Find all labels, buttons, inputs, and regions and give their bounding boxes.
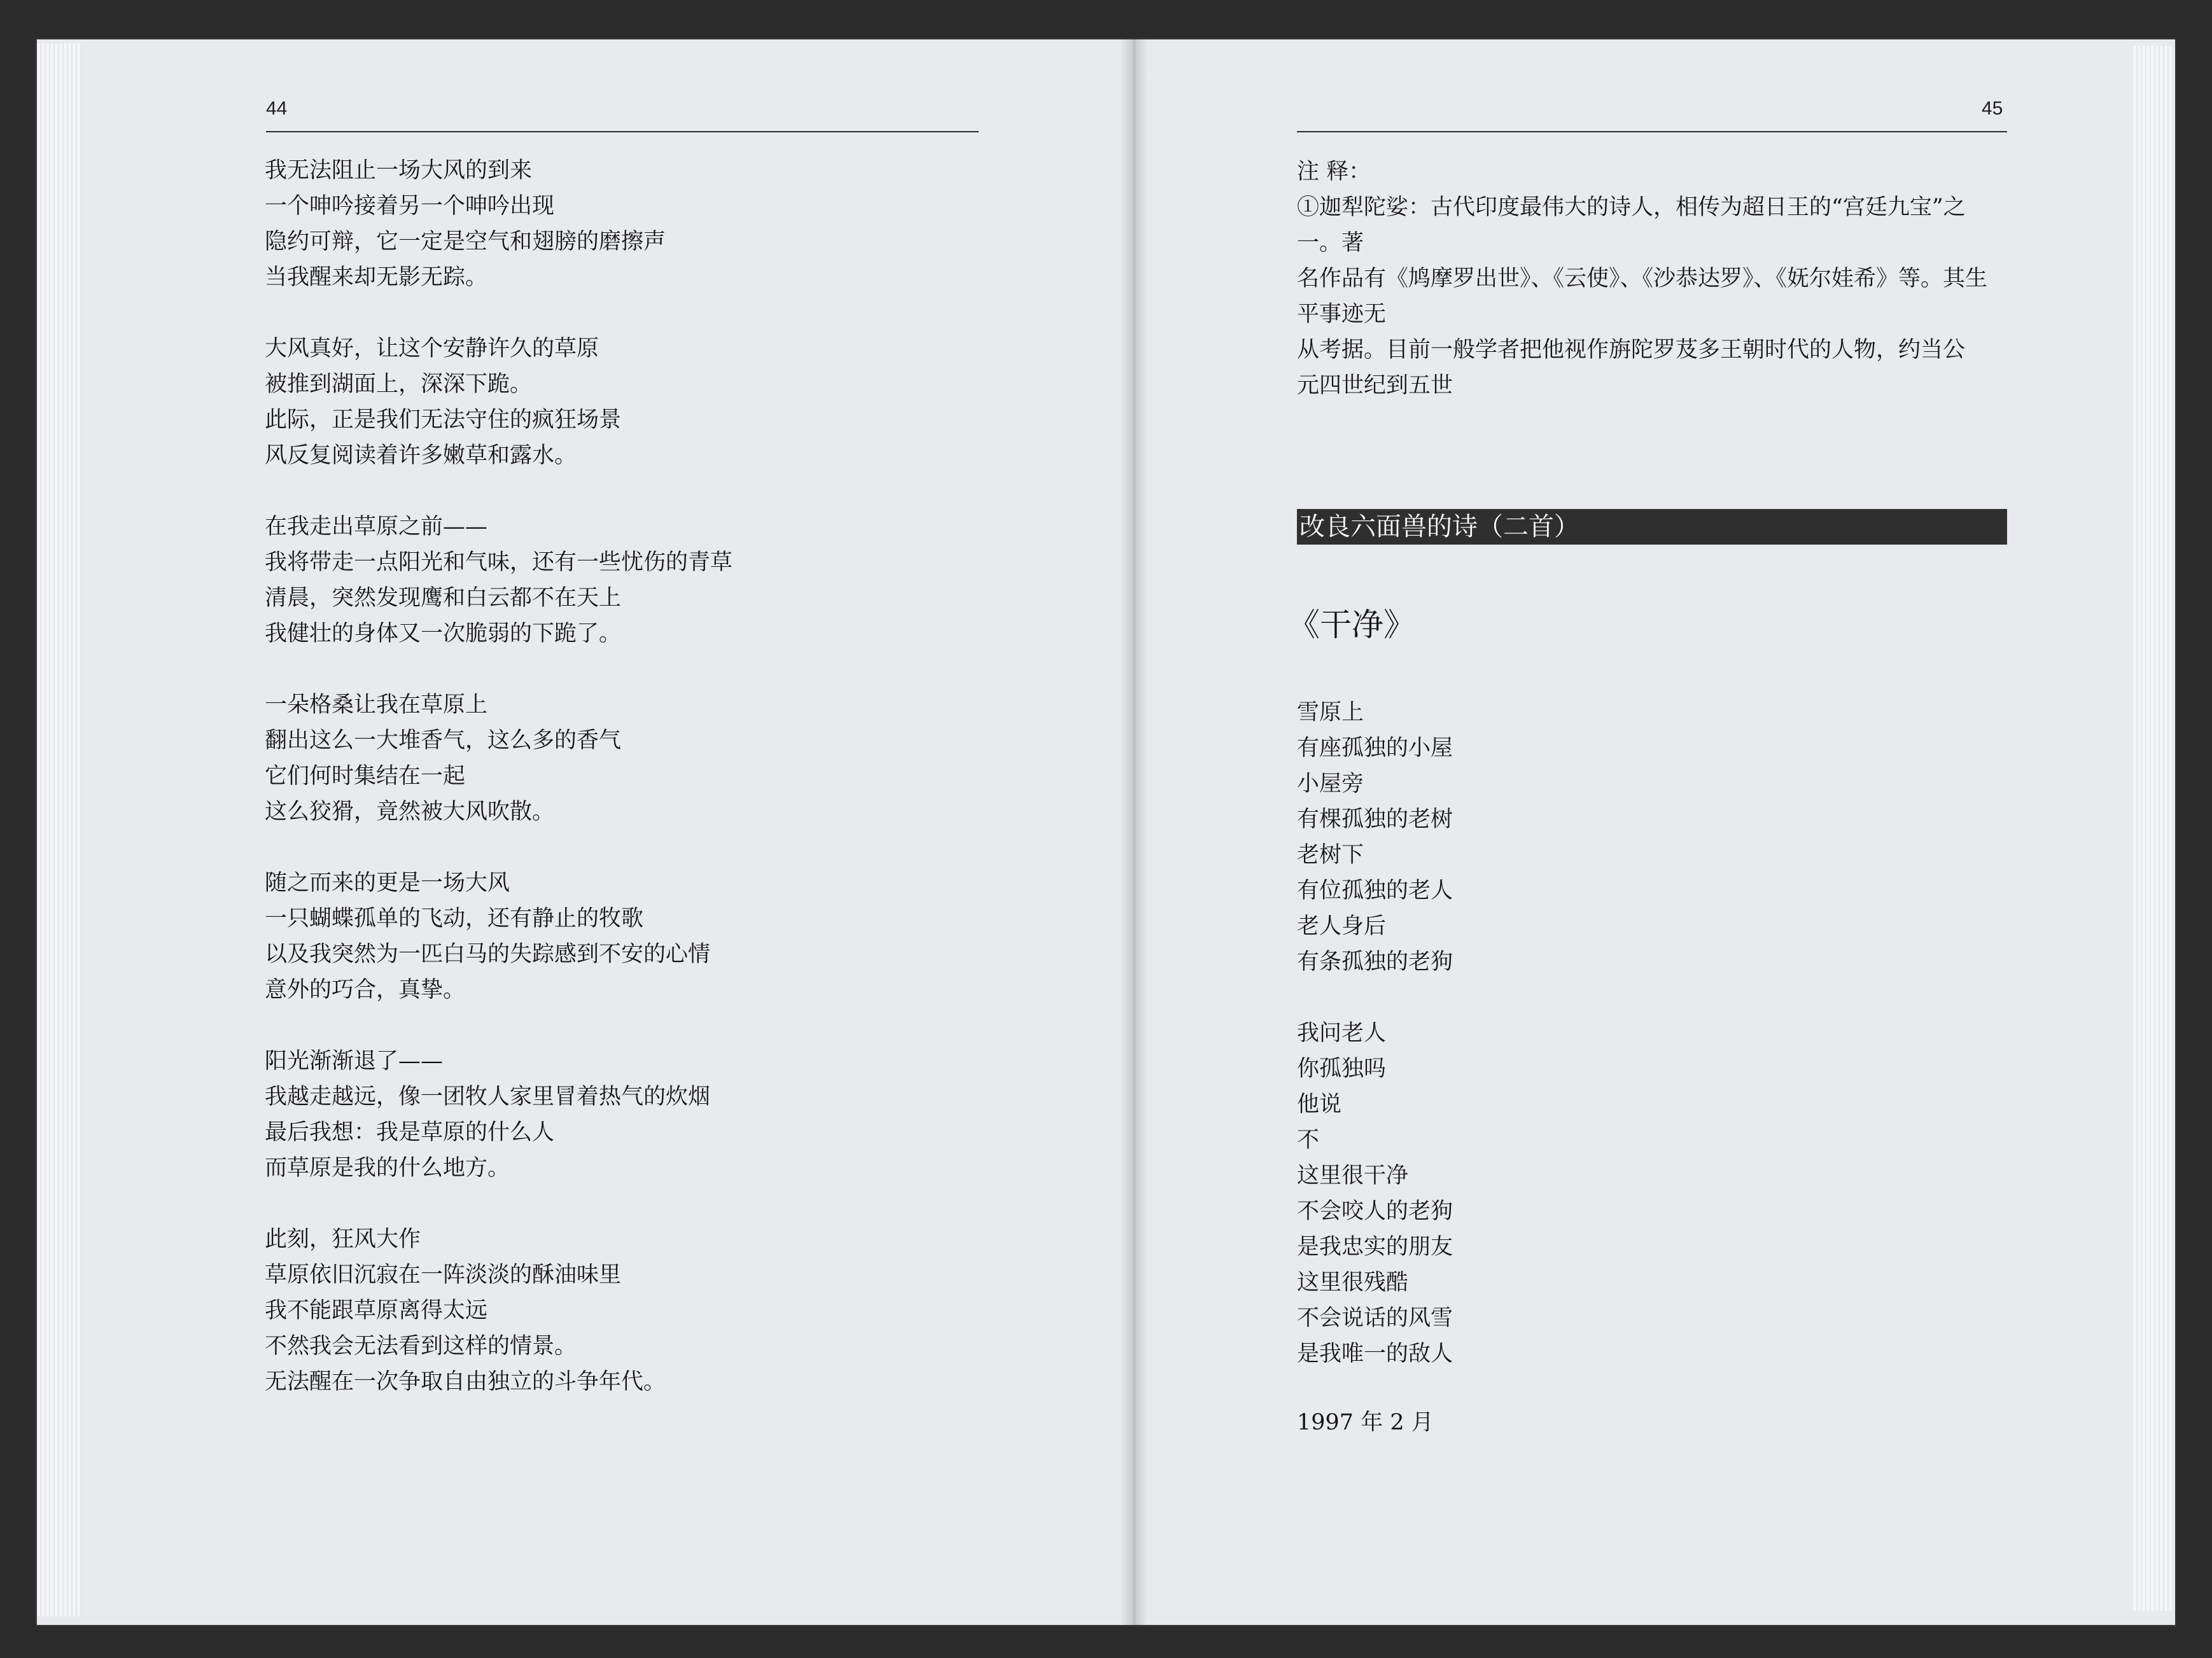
poem-line: 有棵孤独的老树 [1297,807,1453,832]
poem-line: 以及我突然为一匹白马的失踪感到不安的心情 [265,942,711,967]
poem-line: 一个呻吟接着另一个呻吟出现 [265,193,555,219]
stanza [265,1222,732,1400]
poem-line: 而草原是我的什么地方。 [265,1155,510,1181]
poem-line: 在我走出草原之前—— [265,514,488,540]
poem-line: 无法醒在一次争取自由独立的斗争年代。 [265,1369,666,1395]
poem-line: 不会咬人的老狗 [1297,1199,1453,1224]
poem-line: 我问老人 [1297,1021,1387,1046]
poem-line: 我健壮的身体又一次脆弱的下跪了。 [265,621,622,646]
poem-line: 一只蝴蝶孤单的飞动，还有静止的牧歌 [265,906,644,931]
stanza [1297,1015,1453,1372]
notes-heading: 注 释： [1297,159,1371,185]
note-line: ①迦犁陀娑：古代印度最伟大的诗人，相传为超日王的“宫廷九宝”之 [1297,195,1966,220]
note-line: 元四世纪到五世 [1297,373,1453,398]
page-number-right: 45 [1982,98,2003,119]
poem-line: 此际，正是我们无法守住的疯狂场景 [265,407,622,433]
poem-line: 这里很干净 [1297,1163,1409,1188]
poem-line: 我不能跟草原离得太远 [265,1298,488,1323]
poem-line: 有条孤独的老狗 [1297,949,1453,975]
right-page [1147,39,2133,1625]
poem-line: 一朵格桑让我在草原上 [265,692,488,718]
poem-line: 小屋旁 [1297,771,1364,797]
poem-line: 当我醒来却无影无踪。 [265,265,488,290]
stanza [265,687,732,830]
notes-block [1297,154,1987,403]
poem-line: 是我唯一的敌人 [1297,1341,1453,1367]
poem-line: 这么狡猾，竟然被大风吹散。 [265,799,555,825]
poem-line: 有座孤独的小屋 [1297,735,1453,761]
poem-line: 我越走越远，像一团牧人家里冒着热气的炊烟 [265,1084,711,1110]
right-page-edges [2133,46,2173,1611]
note-line: 名作品有《鸠摩罗出世》、《云使》、《沙恭达罗》、《妩尔娃希》等。其生 [1297,266,1988,291]
poem-title: 《干净》 [1288,606,1415,643]
poem-line: 清晨，突然发现鹰和白云都不在天上 [265,585,622,611]
stanza [265,1043,732,1186]
poem-line: 不 [1297,1127,1320,1153]
stanza [265,153,732,295]
poem-line: 意外的巧合，真挚。 [265,977,466,1003]
poem-line: 老树下 [1297,842,1364,868]
poem-line: 它们何时集结在一起 [265,763,466,789]
header-rule-left [266,131,979,132]
poem-line: 老人身后 [1297,914,1387,939]
left-page-edges [37,43,81,1616]
note-line: 一。著 [1297,230,1364,256]
poem-line: 隐约可辩，它一定是空气和翅膀的磨擦声 [265,229,666,254]
left-page [81,39,1121,1625]
poem-line: 随之而来的更是一场大风 [265,870,510,896]
poem-line: 他说 [1297,1092,1342,1117]
left-poem-text [265,153,732,1435]
poem-line: 是我忠实的朋友 [1297,1234,1453,1260]
poem-line: 这里很残酷 [1297,1270,1409,1295]
header-rule-right [1297,131,2007,132]
poem-line: 有位孤独的老人 [1297,878,1453,903]
poem-line: 草原依旧沉寂在一阵淡淡的酥油味里 [265,1262,622,1288]
stanza [265,865,732,1008]
book-gutter [1121,39,1147,1625]
stanza [265,509,732,651]
poem-date: 1997 年 2 月 [1297,1410,1434,1435]
poem-line: 大风真好，让这个安静许久的草原 [265,336,599,361]
section-title-bar: 改良六面兽的诗（二首） [1297,509,2007,545]
note-line: 平事迹无 [1297,302,1387,327]
poem-line: 我将带走一点阳光和气味，还有一些忧伤的青草 [265,550,733,575]
poem-line: 你孤独吗 [1297,1056,1387,1082]
poem-line: 风反复阅读着许多嫩草和露水。 [265,443,577,468]
poem-line: 此刻，狂风大作 [265,1227,421,1252]
stanza [1297,695,1453,980]
poem-line: 被推到湖面上，深深下跪。 [265,372,533,397]
poem-line: 最后我想：我是草原的什么人 [265,1120,555,1145]
poem-line: 翻出这么一大堆香气，这么多的香气 [265,728,622,753]
poem-line: 阳光渐渐退了—— [265,1048,444,1074]
poem-line: 不然我会无法看到这样的情景。 [265,1334,577,1359]
poem-line: 雪原上 [1297,700,1364,725]
stanza [265,331,732,473]
page-number-left: 44 [266,98,288,119]
note-line: 从考据。目前一般学者把他视作旃陀罗芨多王朝时代的人物，约当公 [1297,337,1966,363]
poem-line: 我无法阻止一场大风的到来 [265,158,533,183]
poem-line: 不会说话的风雪 [1297,1306,1453,1331]
right-poem-text [1297,695,1453,1407]
